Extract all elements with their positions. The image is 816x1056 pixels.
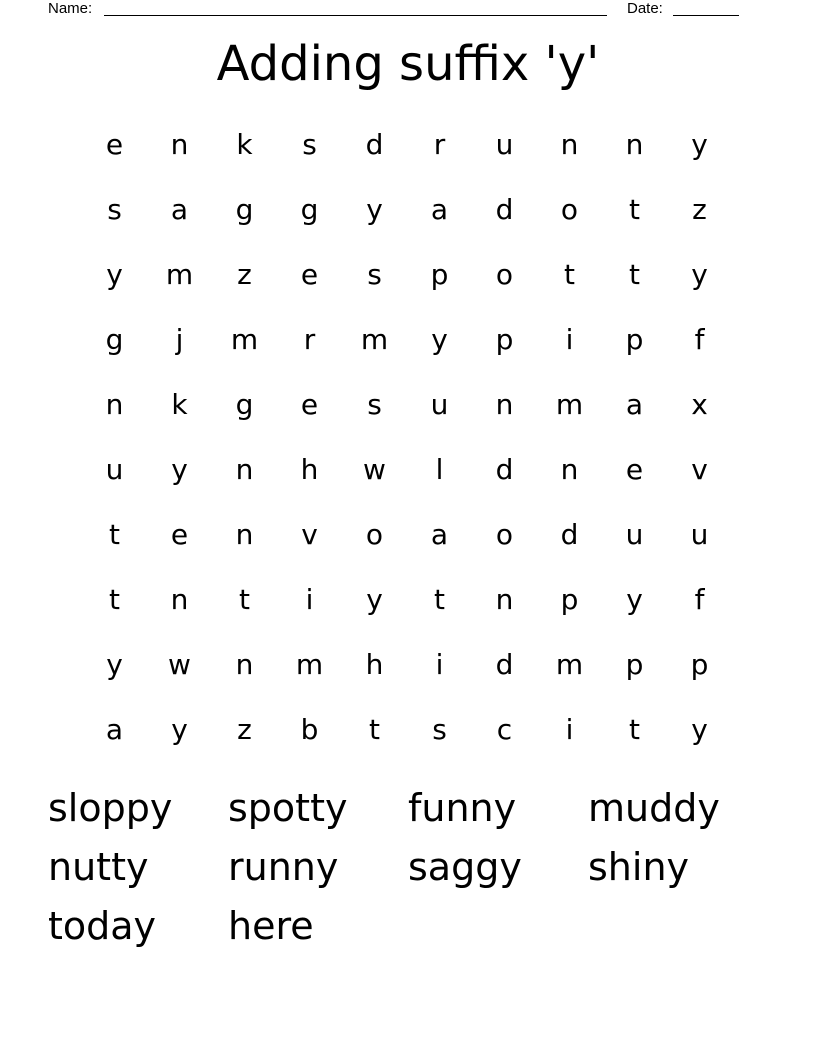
grid-letter[interactable]: e: [300, 258, 319, 291]
grid-letter[interactable]: i: [565, 323, 574, 356]
grid-letter[interactable]: n: [625, 128, 644, 161]
grid-letter[interactable]: p: [625, 323, 644, 356]
grid-letter[interactable]: d: [560, 518, 579, 551]
grid-letter[interactable]: o: [495, 258, 514, 291]
grid-letter[interactable]: v: [691, 453, 708, 486]
grid-letter[interactable]: f: [694, 583, 705, 616]
grid-letter[interactable]: t: [629, 258, 640, 291]
grid-letter[interactable]: a: [105, 713, 124, 746]
grid-letter[interactable]: c: [496, 713, 513, 746]
grid-letter[interactable]: t: [109, 518, 120, 551]
date-label: Date:: [627, 0, 663, 17]
page-title: Adding suffix 'y': [216, 36, 600, 92]
grid-letter[interactable]: y: [171, 453, 188, 486]
grid-letter[interactable]: p: [690, 648, 709, 681]
grid-letter[interactable]: h: [300, 453, 319, 486]
grid-letter[interactable]: m: [360, 323, 389, 356]
grid-letter[interactable]: a: [625, 388, 644, 421]
grid-row: [82, 502, 732, 567]
grid-letter[interactable]: n: [495, 583, 514, 616]
grid-letter[interactable]: m: [230, 323, 259, 356]
grid-letter[interactable]: n: [170, 128, 189, 161]
grid-letter[interactable]: a: [430, 518, 449, 551]
grid-letter[interactable]: j: [175, 323, 184, 356]
grid-letter[interactable]: o: [495, 518, 514, 551]
grid-letter[interactable]: f: [694, 323, 705, 356]
grid-letter[interactable]: m: [555, 648, 584, 681]
grid-letter[interactable]: d: [495, 453, 514, 486]
grid-row: [82, 242, 732, 307]
grid-letter[interactable]: e: [105, 128, 124, 161]
grid-letter[interactable]: b: [300, 713, 319, 746]
grid-letter[interactable]: z: [237, 713, 252, 746]
grid-letter[interactable]: t: [109, 583, 120, 616]
grid-letter[interactable]: n: [170, 583, 189, 616]
grid-row: [82, 697, 732, 762]
word-list-item: muddy: [588, 786, 720, 830]
grid-letter[interactable]: u: [105, 453, 124, 486]
grid-letter[interactable]: p: [560, 583, 579, 616]
grid-letter[interactable]: t: [434, 583, 445, 616]
grid-letter[interactable]: z: [237, 258, 252, 291]
word-list-item: here: [228, 904, 314, 948]
grid-letter[interactable]: m: [165, 258, 194, 291]
word-list-item: sloppy: [48, 786, 173, 830]
name-blank-line[interactable]: [104, 15, 607, 16]
grid-letter[interactable]: p: [495, 323, 514, 356]
grid-letter[interactable]: m: [555, 388, 584, 421]
grid-row: [82, 372, 732, 437]
grid-row: [82, 112, 732, 177]
grid-letter[interactable]: s: [107, 193, 122, 226]
grid-letter[interactable]: s: [302, 128, 317, 161]
grid-letter[interactable]: r: [433, 128, 446, 161]
grid-letter[interactable]: g: [300, 193, 319, 226]
word-search-grid: [82, 112, 732, 762]
grid-letter[interactable]: s: [432, 713, 447, 746]
grid-letter[interactable]: d: [365, 128, 384, 161]
grid-letter[interactable]: m: [295, 648, 324, 681]
word-list-item: nutty: [48, 845, 149, 889]
grid-row: [82, 567, 732, 632]
grid-letter[interactable]: n: [560, 453, 579, 486]
grid-letter[interactable]: v: [301, 518, 318, 551]
grid-letter[interactable]: u: [430, 388, 449, 421]
date-blank-line[interactable]: [673, 15, 739, 16]
grid-letter[interactable]: t: [629, 193, 640, 226]
grid-letter[interactable]: u: [495, 128, 514, 161]
grid-letter[interactable]: d: [495, 648, 514, 681]
grid-letter[interactable]: t: [239, 583, 250, 616]
grid-letter[interactable]: a: [170, 193, 189, 226]
grid-row: [82, 632, 732, 697]
grid-letter[interactable]: x: [691, 388, 708, 421]
grid-letter[interactable]: n: [560, 128, 579, 161]
grid-letter[interactable]: p: [625, 648, 644, 681]
header: [48, 0, 748, 20]
grid-letter[interactable]: y: [691, 128, 708, 161]
grid-row: [82, 307, 732, 372]
word-list-item: spotty: [228, 786, 348, 830]
grid-letter[interactable]: n: [105, 388, 124, 421]
grid-letter[interactable]: t: [629, 713, 640, 746]
word-list-item: shiny: [588, 845, 690, 889]
grid-letter[interactable]: n: [235, 648, 254, 681]
name-label: Name:: [48, 0, 93, 17]
grid-row: [82, 437, 732, 502]
grid-letter[interactable]: y: [171, 713, 188, 746]
grid-letter[interactable]: g: [105, 323, 124, 356]
word-list-item: saggy: [408, 845, 522, 889]
grid-letter[interactable]: n: [235, 453, 254, 486]
grid-letter[interactable]: y: [431, 323, 448, 356]
grid-letter[interactable]: u: [690, 518, 709, 551]
grid-letter[interactable]: r: [303, 323, 316, 356]
grid-letter[interactable]: o: [560, 193, 579, 226]
grid-letter[interactable]: g: [235, 388, 254, 421]
grid-letter[interactable]: i: [305, 583, 314, 616]
word-list-item: runny: [228, 845, 339, 889]
grid-letter[interactable]: d: [495, 193, 514, 226]
grid-letter[interactable]: k: [236, 128, 253, 161]
grid-letter[interactable]: p: [430, 258, 449, 291]
grid-letter[interactable]: z: [692, 193, 707, 226]
grid-letter[interactable]: i: [435, 648, 444, 681]
word-list-item: today: [48, 904, 157, 948]
grid-letter[interactable]: y: [106, 648, 123, 681]
grid-letter[interactable]: e: [625, 453, 644, 486]
grid-letter[interactable]: t: [369, 713, 380, 746]
grid-letter[interactable]: y: [691, 713, 708, 746]
grid-letter[interactable]: y: [691, 258, 708, 291]
grid-letter[interactable]: g: [235, 193, 254, 226]
grid-letter[interactable]: e: [170, 518, 189, 551]
grid-letter[interactable]: l: [435, 453, 444, 486]
grid-letter[interactable]: s: [367, 258, 382, 291]
grid-letter[interactable]: y: [366, 583, 383, 616]
grid-letter[interactable]: o: [365, 518, 384, 551]
grid-letter[interactable]: n: [495, 388, 514, 421]
grid-letter[interactable]: y: [626, 583, 643, 616]
grid-letter[interactable]: w: [363, 453, 386, 486]
grid-letter[interactable]: t: [564, 258, 575, 291]
grid-letter[interactable]: e: [300, 388, 319, 421]
grid-letter[interactable]: n: [235, 518, 254, 551]
grid-letter[interactable]: k: [171, 388, 188, 421]
grid-letter[interactable]: a: [430, 193, 449, 226]
grid-letter[interactable]: y: [106, 258, 123, 291]
grid-letter[interactable]: u: [625, 518, 644, 551]
word-list-item: funny: [408, 786, 517, 830]
grid-letter[interactable]: w: [168, 648, 191, 681]
grid-row: [82, 177, 732, 242]
grid-letter[interactable]: h: [365, 648, 384, 681]
grid-letter[interactable]: y: [366, 193, 383, 226]
grid-letter[interactable]: s: [367, 388, 382, 421]
grid-letter[interactable]: i: [565, 713, 574, 746]
